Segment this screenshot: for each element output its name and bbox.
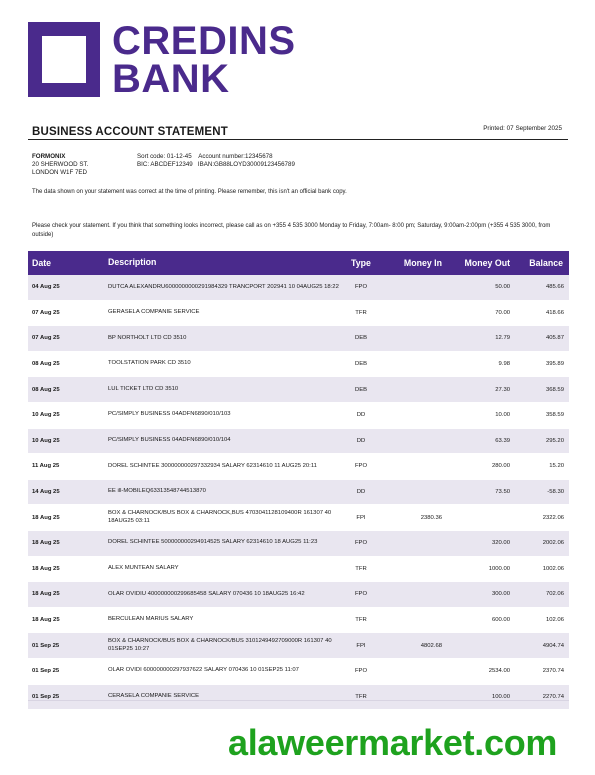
row-date: 10 Aug 25	[28, 402, 104, 428]
row-description: DOREL SCHINTEE 300000000297332934 SALARY 62314610 11 AUG25 20:11	[104, 454, 340, 480]
row-description: DOREL SCHINTEE 500000000294914525 SALARY 62314610 18 AUG25 11:23	[104, 530, 340, 556]
table-row	[28, 505, 569, 531]
row-balance: 2370.74	[510, 658, 569, 684]
row-type: TFR	[340, 300, 382, 326]
table-row	[28, 556, 569, 582]
row-money-in	[382, 402, 442, 428]
row-date: 01 Sep 25	[28, 658, 104, 684]
row-description: BOX & CHARNOCK/BUS BOX & CHARNOCK/BUS 3101249492709000R 161307 40 01SEP25 10:27	[104, 633, 340, 659]
bank-name-line2: BANK	[112, 57, 230, 101]
row-money-out: 73.50	[442, 479, 510, 505]
row-money-in	[382, 607, 442, 633]
row-balance: 368.59	[510, 377, 569, 403]
row-type: DD	[340, 479, 382, 505]
row-money-in	[382, 275, 442, 300]
table-row	[28, 326, 569, 352]
row-type: FPO	[340, 530, 382, 556]
table-row	[28, 402, 569, 428]
row-money-in	[382, 684, 442, 710]
accuracy-note: The data shown on your statement was correct at the time of printing. Please remember, this isn't an official bank copy.	[32, 189, 347, 195]
row-money-out: 12.79	[442, 326, 510, 352]
row-description: OLAR OVIDI 600000000297937622 SALARY 070436 10 01SEP25 11:07	[104, 658, 340, 684]
row-type: FPI	[340, 505, 382, 531]
row-money-out: 10.00	[442, 402, 510, 428]
table-row	[28, 582, 569, 608]
row-balance: 418.66	[510, 300, 569, 326]
row-balance: 485.66	[510, 275, 569, 300]
row-date: 04 Aug 25	[28, 275, 104, 300]
customer-city: LONDON W1F 7ED	[32, 169, 88, 176]
header-divider	[28, 139, 568, 140]
row-date: 08 Aug 25	[28, 351, 104, 377]
table-row	[28, 479, 569, 505]
row-money-out: 27.30	[442, 377, 510, 403]
row-description: OLAR OVIDIU 400000000299685458 SALARY 070436 10 18AUG25 16:42	[104, 582, 340, 608]
row-money-out: 9.98	[442, 351, 510, 377]
customer-name: FORMONIX	[32, 153, 66, 160]
row-money-out: 1000.00	[442, 556, 510, 582]
table-row	[28, 351, 569, 377]
row-balance: 15.20	[510, 454, 569, 480]
row-description: BP NORTHOLT LTD CD 3510	[104, 326, 340, 352]
row-money-out	[442, 505, 510, 531]
table-row	[28, 658, 569, 684]
row-balance: 295.20	[510, 428, 569, 454]
row-money-in	[382, 556, 442, 582]
row-type: TFR	[340, 684, 382, 710]
row-type: FPO	[340, 582, 382, 608]
row-description: DUTCA ALEXANDRU6000000000291984329 TRANCPORT 202941 10 04AUG25 18:22	[104, 275, 340, 300]
row-money-in	[382, 428, 442, 454]
logo-mark-icon	[28, 22, 100, 97]
row-type: DEB	[340, 326, 382, 352]
row-date: 18 Aug 25	[28, 556, 104, 582]
row-money-in	[382, 326, 442, 352]
row-money-in	[382, 530, 442, 556]
table-row	[28, 530, 569, 556]
row-date: 14 Aug 25	[28, 479, 104, 505]
row-money-in	[382, 582, 442, 608]
row-date: 18 Aug 25	[28, 582, 104, 608]
row-money-out: 280.00	[442, 454, 510, 480]
table-row	[28, 377, 569, 403]
row-date: 18 Aug 25	[28, 530, 104, 556]
table-bottom-rule	[28, 700, 569, 701]
account-details	[137, 153, 295, 169]
statement-title: BUSINESS ACCOUNT STATEMENT	[32, 126, 229, 138]
table-header-row	[28, 251, 569, 275]
row-type: FPO	[340, 658, 382, 684]
row-date: 01 Sep 25	[28, 684, 104, 710]
transactions-table	[28, 251, 569, 710]
row-type: FPO	[340, 275, 382, 300]
col-money-out: Money Out	[442, 251, 510, 275]
row-type: FPO	[340, 454, 382, 480]
row-money-out: 63.39	[442, 428, 510, 454]
table-row	[28, 684, 569, 710]
transactions-body	[28, 275, 569, 710]
row-description: LUL TICKET LTD CD 3510	[104, 377, 340, 403]
printed-date: Printed: 07 September 2025	[483, 125, 562, 132]
bank-name	[112, 19, 296, 101]
row-money-in	[382, 300, 442, 326]
customer-address	[32, 153, 88, 177]
row-money-out: 320.00	[442, 530, 510, 556]
row-money-in	[382, 658, 442, 684]
table-row	[28, 607, 569, 633]
row-balance: 358.59	[510, 402, 569, 428]
row-balance: 2002.06	[510, 530, 569, 556]
row-type: DD	[340, 428, 382, 454]
table-row	[28, 428, 569, 454]
row-date: 07 Aug 25	[28, 326, 104, 352]
row-money-in	[382, 479, 442, 505]
row-description: BERCULEAN MARIUS SALARY	[104, 607, 340, 633]
row-description: PC/SIMPLY BUSINESS 04ADFN6890/010/104	[104, 428, 340, 454]
row-money-out	[442, 633, 510, 659]
row-date: 07 Aug 25	[28, 300, 104, 326]
row-date: 18 Aug 25	[28, 607, 104, 633]
row-description: GERASELA COMPANIE SERVICE	[104, 300, 340, 326]
row-balance: 102.06	[510, 607, 569, 633]
check-note: Please check your statement. If you think that something looks incorrect, please call as on +355 4 535 3000 Monday to Friday, 7:00am- 8:00 pm; Saturday, 9:00am-2:00pm (+355 4 535 3000, from outside)	[32, 223, 551, 238]
account-bic-iban: BIC: ABCDEF12349 IBAN:GB88LOYD30009123456789	[137, 161, 295, 168]
row-money-out: 600.00	[442, 607, 510, 633]
row-type: FPI	[340, 633, 382, 659]
row-description: PC/SIMPLY BUSINESS 04ADFN6890/010/103	[104, 402, 340, 428]
row-balance: -58.30	[510, 479, 569, 505]
col-description: Description	[104, 251, 340, 275]
row-type: DD	[340, 402, 382, 428]
row-balance: 702.06	[510, 582, 569, 608]
table-row	[28, 633, 569, 659]
row-money-out: 2534.00	[442, 658, 510, 684]
row-balance: 2270.74	[510, 684, 569, 710]
row-balance: 4904.74	[510, 633, 569, 659]
col-balance: Balance	[510, 251, 569, 275]
row-date: 08 Aug 25	[28, 377, 104, 403]
row-date: 11 Aug 25	[28, 454, 104, 480]
row-money-in: 2380.36	[382, 505, 442, 531]
col-money-in: Money In	[382, 251, 442, 275]
row-balance: 395.89	[510, 351, 569, 377]
customer-street: 20 SHERWOOD ST.	[32, 161, 89, 168]
row-description: CERASELA COMPANIE SERVICE	[104, 684, 340, 710]
row-description: EE ill-MOBILEQ63313548744513870	[104, 479, 340, 505]
row-balance: 1002.06	[510, 556, 569, 582]
table-row	[28, 275, 569, 300]
row-type: DEB	[340, 351, 382, 377]
watermark-text: alaweermarket.com	[228, 722, 558, 763]
row-money-in	[382, 454, 442, 480]
row-money-out: 70.00	[442, 300, 510, 326]
row-money-in: 4802.68	[382, 633, 442, 659]
row-date: 18 Aug 25	[28, 505, 104, 531]
row-balance: 2322.06	[510, 505, 569, 531]
row-description: ALEX MUNTEAN SALARY	[104, 556, 340, 582]
row-money-in	[382, 377, 442, 403]
col-type: Type	[340, 251, 382, 275]
row-date: 10 Aug 25	[28, 428, 104, 454]
row-type: TFR	[340, 607, 382, 633]
row-type: TFR	[340, 556, 382, 582]
row-balance: 405.87	[510, 326, 569, 352]
row-date: 01 Sep 25	[28, 633, 104, 659]
bank-name-line1: CREDINS	[112, 19, 296, 63]
row-money-out: 50.00	[442, 275, 510, 300]
row-type: DEB	[340, 377, 382, 403]
table-row	[28, 454, 569, 480]
row-description: TOOLSTATION PARK CD 3510	[104, 351, 340, 377]
row-money-in	[382, 351, 442, 377]
row-money-out: 300.00	[442, 582, 510, 608]
account-sort-number: Sort code: 01-12-45 Account number:12345678	[137, 153, 273, 160]
row-description: BOX & CHARNOCK/BUS BOX & CHARNOCK,BUS 4703041128109400R 161307 40 18AUG25 03:11	[104, 505, 340, 531]
table-row	[28, 300, 569, 326]
row-money-out: 100.00	[442, 684, 510, 710]
col-date: Date	[28, 251, 104, 275]
